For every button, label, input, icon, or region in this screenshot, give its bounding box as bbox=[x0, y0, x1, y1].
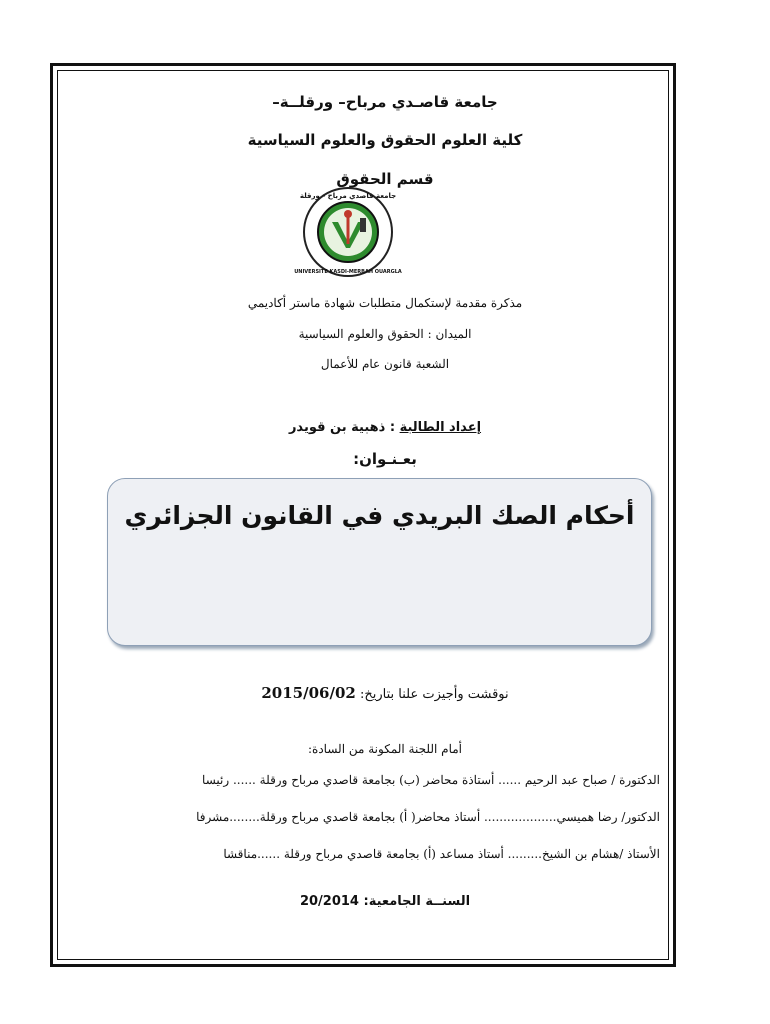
department-name: قسم الحقوق bbox=[336, 170, 434, 188]
academic-year-value: 20/2014 bbox=[299, 894, 359, 909]
committee-heading: أمام اللجنة المكونة من السادة: bbox=[308, 742, 462, 756]
seal-bottom-text: UNIVERSITE KASDI-MERBAH OUARGLA bbox=[294, 269, 402, 275]
title-box bbox=[107, 478, 652, 646]
student-name: ذهبية بن قويدر bbox=[288, 420, 386, 435]
title-label: بعـنـوان: bbox=[353, 450, 417, 468]
academic-year bbox=[0, 894, 770, 909]
defense-prefix: نوقشت وأجيزت علنا بتاريخ: bbox=[359, 687, 509, 702]
defense-line bbox=[0, 684, 770, 702]
university-seal-icon bbox=[294, 186, 402, 278]
memo-purpose: مذكرة مقدمة لإستكمال متطلبات شهادة ماستر أكاديمي bbox=[247, 296, 523, 310]
committee-member-1: الدكتورة / صباح عبد الرحيم ...... أستاذة محاضر (ب) بجامعة قاصدي مرباح ورقلة ...... رئيسا bbox=[202, 773, 660, 787]
committee-member-3: الأستاذ /هشام بن الشيخ......... أستاذ مساعد (أ) بجامعة قاصدي مرباح ورقلة ......مناقشا bbox=[223, 847, 660, 861]
memo-branch: الشعبة قانون عام للأعمال bbox=[320, 357, 450, 371]
university-name: جامعة قاصـدي مرباح– ورقلــة– bbox=[272, 93, 498, 111]
memo-field: الميدان : الحقوق والعلوم السياسية bbox=[298, 327, 472, 341]
committee-member-2: الدكتور/ رضا هميسي................... أستاذ محاضر( أ) بجامعة قاصدي مرباح ورقلة........مشرفا bbox=[196, 810, 660, 824]
seal-top-text: جامعة قاصدي مرباح - ورقلة bbox=[299, 192, 397, 200]
academic-year-label: السنــة الجامعية: bbox=[363, 894, 471, 909]
student-label: إعداد الطالبة bbox=[399, 420, 482, 435]
faculty-name: كلية العلوم الحقوق والعلوم السياسية bbox=[247, 131, 523, 149]
student-line bbox=[0, 420, 770, 435]
defense-date: 2015/06/02 bbox=[261, 684, 356, 702]
student-separator: : bbox=[385, 420, 400, 435]
thesis-title: أحكام الصك البريدي في القانون الجزائري bbox=[124, 501, 635, 530]
